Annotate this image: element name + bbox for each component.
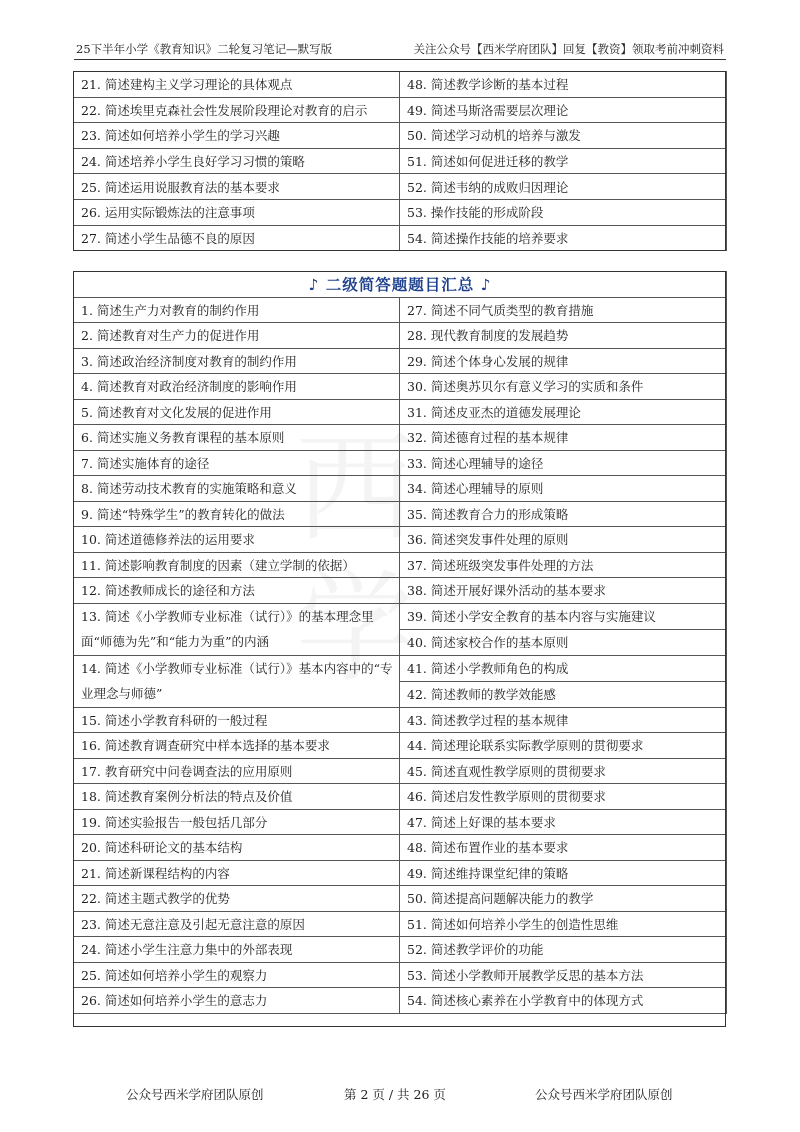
question-left-cell: 26. 简述如何培养小学生的意志力 — [74, 988, 400, 1014]
question-right-cell: 50. 简述提高问题解决能力的教学 — [400, 886, 727, 912]
question-left-cell: 3. 简述政治经济制度对教育的制约作用 — [74, 348, 400, 374]
table-row — [74, 476, 727, 502]
question-left-cell: 5. 简述教育对文化发展的促进作用 — [74, 399, 400, 425]
table-row — [74, 835, 727, 861]
question-left-cell: 2. 简述教育对生产力的促进作用 — [74, 323, 400, 349]
table-row — [74, 758, 727, 784]
question-left-cell: 23. 简述无意注意及引起无意注意的原因 — [74, 911, 400, 937]
table-row — [74, 886, 727, 912]
question-left-cell: 25. 简述运用说服教育法的基本要求 — [74, 174, 400, 200]
question-left-cell: 21. 简述新课程结构的内容 — [74, 860, 400, 886]
question-right-cell: 36. 简述突发事件处理的原则 — [400, 527, 727, 553]
question-left-cell: 19. 简述实验报告一般包括几部分 — [74, 809, 400, 835]
footer-right-text: 公众号西米学府团队原创 — [535, 1087, 673, 1102]
page-header — [74, 38, 726, 60]
table-row — [74, 174, 727, 200]
table-row — [74, 199, 727, 225]
question-right-cell: 37. 简述班级突发事件处理的方法 — [400, 552, 727, 578]
question-right-cell: 53. 操作技能的形成阶段 — [400, 199, 727, 225]
question-right-cell: 28. 现代教育制度的发展趋势 — [400, 323, 727, 349]
question-left-cell: 15. 简述小学教育科研的一般过程 — [74, 707, 400, 733]
question-right-cell: 27. 简述不同气质类型的教育措施 — [400, 297, 727, 323]
question-right-cell: 45. 简述直观性教学原则的贯彻要求 — [400, 758, 727, 784]
question-right-cell: 43. 简述教学过程的基本规律 — [400, 707, 727, 733]
question-right-cell: 39. 简述小学安全教育的基本内容与实施建议 — [400, 603, 727, 629]
question-right-cell: 48. 简述教学诊断的基本过程 — [400, 72, 727, 98]
question-right-cell: 51. 简述如何培养小学生的创造性思维 — [400, 911, 727, 937]
table-title-row — [74, 272, 727, 298]
table-title: ♪ 二级简答题题目汇总 ♪ — [74, 272, 727, 298]
question-left-cell: 17. 教育研究中问卷调查法的应用原则 — [74, 758, 400, 784]
question-right-cell: 41. 简述小学教师角色的构成 — [400, 655, 727, 681]
table-row — [74, 784, 727, 810]
question-right-cell: 44. 简述理论联系实际教学原则的贯彻要求 — [400, 733, 727, 759]
table-row — [74, 988, 727, 1014]
table-row — [74, 97, 727, 123]
table-row — [74, 552, 727, 578]
question-right-cell: 49. 简述马斯洛需要层次理论 — [400, 97, 727, 123]
question-left-cell: 26. 运用实际锻炼法的注意事项 — [74, 199, 400, 225]
table-row — [74, 123, 727, 149]
table-row — [74, 297, 727, 323]
question-left-cell: 25. 简述如何培养小学生的观察力 — [74, 962, 400, 988]
question-right-cell: 34. 简述心理辅导的原则 — [400, 476, 727, 502]
question-left-cell: 4. 简述教育对政治经济制度的影响作用 — [74, 374, 400, 400]
question-left-cell: 11. 简述影响教育制度的因素（建立学制的依据） — [74, 552, 400, 578]
question-right-cell: 32. 简述德育过程的基本规律 — [400, 425, 727, 451]
question-left-cell: 21. 简述建构主义学习理论的具体观点 — [74, 72, 400, 98]
question-left-cell: 18. 简述教育案例分析法的特点及价值 — [74, 784, 400, 810]
question-left-cell: 12. 简述教师成长的途径和方法 — [74, 578, 400, 604]
question-right-cell: 49. 简述维持课堂纪律的策略 — [400, 860, 727, 886]
question-right-cell: 46. 简述启发性教学原则的贯彻要求 — [400, 784, 727, 810]
question-left-cell: 27. 简述小学生品德不良的原因 — [74, 225, 400, 251]
table-row — [74, 450, 727, 476]
question-left-cell: 24. 简述培养小学生良好学习习惯的策略 — [74, 148, 400, 174]
footer-left-text: 公众号西米学府团队原创 — [126, 1087, 264, 1102]
table-row — [74, 501, 727, 527]
question-left-cell: 8. 简述劳动技术教育的实施策略和意义 — [74, 476, 400, 502]
question-right-cell: 52. 简述教学评价的功能 — [400, 937, 727, 963]
question-right-cell: 40. 简述家校合作的基本原则 — [400, 629, 727, 655]
question-left-cell: 1. 简述生产力对教育的制约作用 — [74, 297, 400, 323]
table-row — [74, 707, 727, 733]
question-right-cell: 38. 简述开展好课外活动的基本要求 — [400, 578, 727, 604]
table-row — [74, 603, 727, 629]
table-row — [74, 937, 727, 963]
question-right-cell: 50. 简述学习动机的培养与激发 — [400, 123, 727, 149]
question-right-cell: 51. 简述如何促进迁移的教学 — [400, 148, 727, 174]
question-left-cell: 13. 简述《小学教师专业标准（试行）》的基本理念里面“师德为先”和“能力为重”的内涵 — [74, 603, 400, 655]
question-left-cell: 6. 简述实施义务教育课程的基本原则 — [74, 425, 400, 451]
question-left-cell: 16. 简述教育调查研究中样本选择的基本要求 — [74, 733, 400, 759]
question-left-cell: 22. 简述主题式教学的优势 — [74, 886, 400, 912]
table-row — [74, 809, 727, 835]
table-row — [74, 323, 727, 349]
table-row — [74, 911, 727, 937]
question-right-cell: 54. 简述核心素养在小学教育中的体现方式 — [400, 988, 727, 1014]
question-right-cell: 29. 简述个体身心发展的规律 — [400, 348, 727, 374]
question-right-cell: 30. 简述奥苏贝尔有意义学习的实质和条件 — [400, 374, 727, 400]
page-number: 第 2 页 / 共 26 页 — [344, 1087, 446, 1102]
table-row — [74, 148, 727, 174]
question-right-cell: 54. 简述操作技能的培养要求 — [400, 225, 727, 251]
page-footer — [0, 1085, 800, 1105]
table-row — [74, 425, 727, 451]
question-right-cell: 47. 简述上好课的基本要求 — [400, 809, 727, 835]
question-right-cell: 31. 简述皮亚杰的道德发展理论 — [400, 399, 727, 425]
question-right-cell: 33. 简述心理辅导的途径 — [400, 450, 727, 476]
question-left-cell: 23. 简述如何培养小学生的学习兴趣 — [74, 123, 400, 149]
question-table-continued — [73, 71, 727, 251]
question-right-cell: 52. 简述韦纳的成败归因理论 — [400, 174, 727, 200]
table-row — [74, 225, 727, 251]
question-left-cell: 7. 简述实施体育的途径 — [74, 450, 400, 476]
table-row — [74, 860, 727, 886]
header-right-text: 关注公众号【西米学府团队】回复【教资】领取考前冲刺资料 — [413, 42, 724, 56]
table-row — [74, 527, 727, 553]
question-left-cell: 9. 简述“特殊学生”的教育转化的做法 — [74, 501, 400, 527]
table-row — [74, 374, 727, 400]
question-left-cell: 10. 简述道德修养法的运用要求 — [74, 527, 400, 553]
question-left-cell: 22. 简述埃里克森社会性发展阶段理论对教育的启示 — [74, 97, 400, 123]
level2-question-table — [73, 271, 727, 1014]
question-right-cell: 35. 简述教育合力的形成策略 — [400, 501, 727, 527]
question-right-cell: 53. 简述小学教师开展教学反思的基本方法 — [400, 962, 727, 988]
table-row — [74, 348, 727, 374]
table-row — [74, 655, 727, 681]
table-row — [74, 578, 727, 604]
table-row — [74, 399, 727, 425]
question-right-cell: 48. 简述布置作业的基本要求 — [400, 835, 727, 861]
table-row — [74, 962, 727, 988]
question-left-cell: 14. 简述《小学教师专业标准（试行）》基本内容中的“专业理念与师德” — [74, 655, 400, 707]
header-left-text: 25下半年小学《教育知识》二轮复习笔记—默写版 — [76, 42, 333, 56]
question-left-cell: 20. 简述科研论文的基本结构 — [74, 835, 400, 861]
table-row — [74, 72, 727, 98]
question-left-cell: 24. 简述小学生注意力集中的外部表现 — [74, 937, 400, 963]
table-row — [74, 733, 727, 759]
question-right-cell: 42. 简述教师的教学效能感 — [400, 681, 727, 707]
